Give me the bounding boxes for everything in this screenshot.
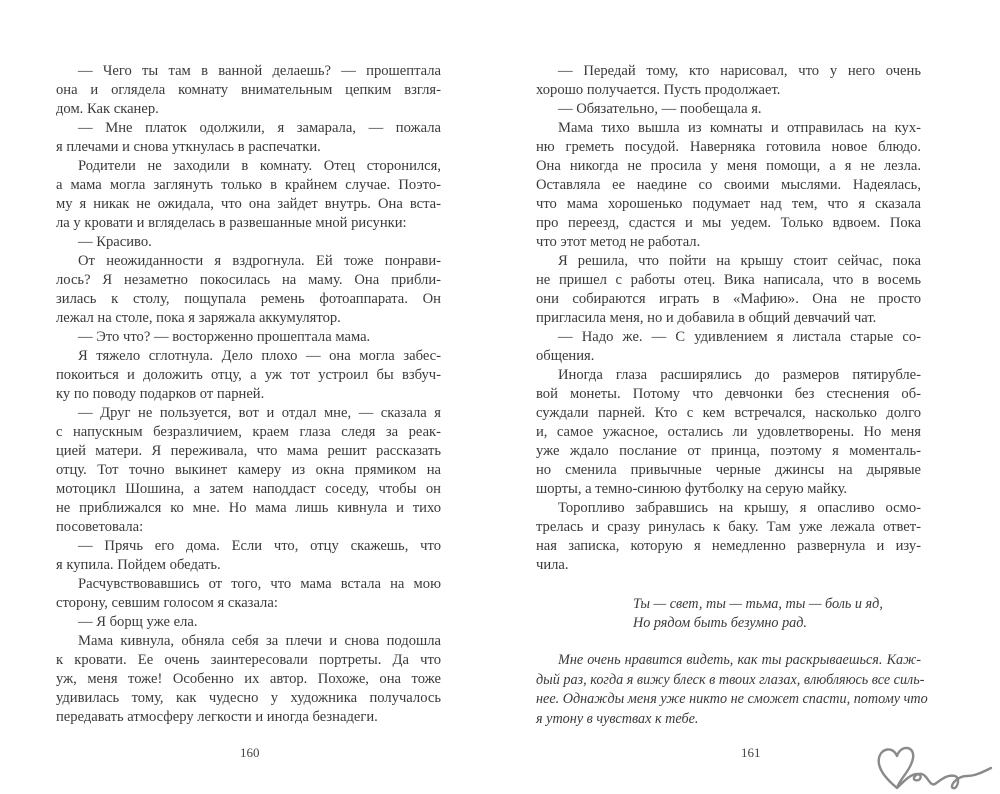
text-line: Родители не заходили в комнату. Отец сторонился, — [78, 158, 441, 174]
right-page — [536, 62, 928, 727]
right-page-text — [536, 62, 921, 575]
text-line: — Передай тому, кто нарисовал, что у него очень — [558, 63, 921, 79]
note-line: нее. Однажды меня уже никто не сможет спасти, потому что — [536, 691, 928, 708]
text-line: уж, меня тоже! Особенно их автор. Похоже, она тоже — [56, 671, 441, 687]
note-line: Мне очень нравится видеть, как ты раскрываешься. Каж- — [558, 652, 921, 668]
text-line: Торопливо забравшись на крышу, я опасливо осмо- — [558, 500, 921, 516]
text-line: не пришел с работы отец. Вика написала, что в восемь — [536, 272, 921, 288]
text-line: что мама хорошенько подумает над тем, что я сказала — [536, 196, 921, 212]
text-line: с напускным безразличием, краем глаза следя за реак- — [56, 424, 441, 440]
text-line: про переезд, сдастся и мы уедем. Только вдвоем. Пока — [536, 215, 921, 231]
text-line: она и оглядела комнату внимательным цепким взгля- — [56, 82, 441, 98]
poem-line: Но рядом быть безумно рад. — [633, 615, 807, 631]
text-line: му я никак не ожидала, что она зайдет внутрь. Она вста- — [56, 196, 441, 212]
text-line: а мама могла заглянуть только в крайнем случае. Поэто- — [56, 177, 441, 193]
left-page-text — [56, 62, 441, 727]
text-line: — Прячь его дома. Если что, отцу скажешь, что — [78, 538, 441, 554]
text-line: не приближался ко мне. Но мама лишь кивнула и тихо — [56, 500, 441, 516]
text-line: ню греметь посудой. Наверняка готовила новое блюдо. — [536, 139, 921, 155]
text-line: От неожиданности я вздрогнула. Ей тоже понрави- — [78, 253, 441, 269]
text-line: чила. — [536, 557, 569, 573]
text-line: хорошо получается. Пусть продолжает. — [536, 82, 781, 98]
text-line: я плечами и снова уткнулась в распечатки. — [56, 139, 321, 155]
text-line: мотоцикл Шошина, а затем наподдаст соседу, чтобы он — [56, 481, 441, 497]
text-line: цией матери. Я переживала, что мама решит рассказать — [56, 443, 441, 459]
text-line: Мама тихо вышла из комнаты и отправилась на кух- — [558, 120, 921, 136]
text-line: суждали парней. Кто с кем встречался, насколько долго — [536, 405, 921, 421]
poem — [633, 595, 883, 633]
text-line: — Мне платок одолжили, я замарала, — пожала — [78, 120, 441, 136]
text-line: дом. Как сканер. — [56, 101, 159, 117]
text-line: передавать атмосферу легкости и иногда безнадеги. — [56, 709, 378, 725]
poem-line: Ты — свет, ты — тьма, ты — боль и яд, — [633, 596, 883, 612]
text-line: Я тяжело сглотнула. Дело плохо — она могла забес- — [78, 348, 441, 364]
text-line: зилась к столу, пощупала ремень фотоаппарата. Он — [56, 291, 441, 307]
note-text — [536, 651, 928, 729]
text-line: — Это что? — восторженно прошептала мама. — [78, 329, 371, 345]
text-line: Иногда глаза расширялись до размеров пятирубле- — [558, 367, 921, 383]
text-line: — Надо же. — С удивлением я листала старые со- — [558, 329, 921, 345]
text-line: — Друг не пользуется, вот и отдал мне, — сказала я — [78, 405, 441, 421]
note-line: дый раз, когда я вижу блеск в твоих глазах, влюбляюсь все силь- — [536, 671, 925, 688]
page-number-left: 160 — [240, 745, 260, 760]
text-line: лось? Я незаметно покосилась на маму. Она прибли- — [56, 272, 441, 288]
text-line: отцу. Тот точно выкинет камеру из окна прямиком на — [56, 462, 441, 478]
heart-doodle-icon — [875, 740, 995, 794]
note-line: я утону в чувствах к тебе. — [536, 710, 699, 727]
text-line: посоветовала: — [56, 519, 144, 535]
text-line: и, самое ужасное, остались ли удовлетворены. Но меня — [536, 424, 921, 440]
text-line: ку по поводу подарков от парней. — [56, 386, 265, 402]
text-line: шорты, а темно-синюю футболку на серую майку. — [536, 481, 848, 497]
text-line: пригласила меня, но и добавила в общий девчачий чат. — [536, 310, 877, 326]
text-line: лежал на столе, пока я заряжала аккумулятор. — [56, 310, 341, 326]
text-line: — Обязательно, — пообещала я. — [558, 101, 762, 117]
text-line: ная записка, которую я немедленно развернула и изу- — [536, 538, 921, 554]
text-line: они собираются играть в «Мафию». Она не просто — [536, 291, 921, 307]
left-page — [56, 62, 441, 727]
text-line: — Я борщ уже ела. — [78, 614, 198, 630]
text-line: трелась и сразу ринулась к баку. Там уже лежала ответ- — [536, 519, 921, 535]
text-line: — Чего ты там в ванной делаешь? — прошептала — [78, 63, 441, 79]
text-line: уже ждало послание от принца, поэтому я моменталь- — [536, 443, 921, 459]
text-line: к кровати. Ее очень заинтересовали портреты. Да что — [56, 652, 441, 668]
text-line: сторону, севшим голосом я сказала: — [56, 595, 278, 611]
text-line: Она никогда не просила у меня помощи, а я не лезла. — [536, 158, 921, 174]
text-line: вой монеты. Потому что девчонки без стеснения об- — [536, 386, 921, 402]
text-line: покоиться и доложить отцу, а уж тот устроил бы взбуч- — [56, 367, 441, 383]
text-line: что этот метод не работал. — [536, 234, 701, 250]
text-line: — Красиво. — [78, 234, 152, 250]
text-line: общения. — [536, 348, 595, 364]
text-line: но сменила привычные черные джинсы на дырявые — [536, 462, 921, 478]
text-line: Оставляла ее наедине со своими мыслями. Надеялась, — [536, 177, 921, 193]
text-line: я купила. Пойдем обедать. — [56, 557, 221, 573]
page-number-right: 161 — [741, 745, 761, 760]
text-line: Расчувствовавшись от того, что мама встала на мою — [78, 576, 441, 592]
text-line: удивилась тому, как чудесно у художника получалось — [56, 690, 441, 706]
text-line: ла у кровати и вгляделась в развешанные мной рисунки: — [56, 215, 407, 231]
text-line: Мама кивнула, обняла себя за плечи и снова подошла — [78, 633, 441, 649]
text-line: Я решила, что пойти на крышу стоит сейчас, пока — [558, 253, 921, 269]
